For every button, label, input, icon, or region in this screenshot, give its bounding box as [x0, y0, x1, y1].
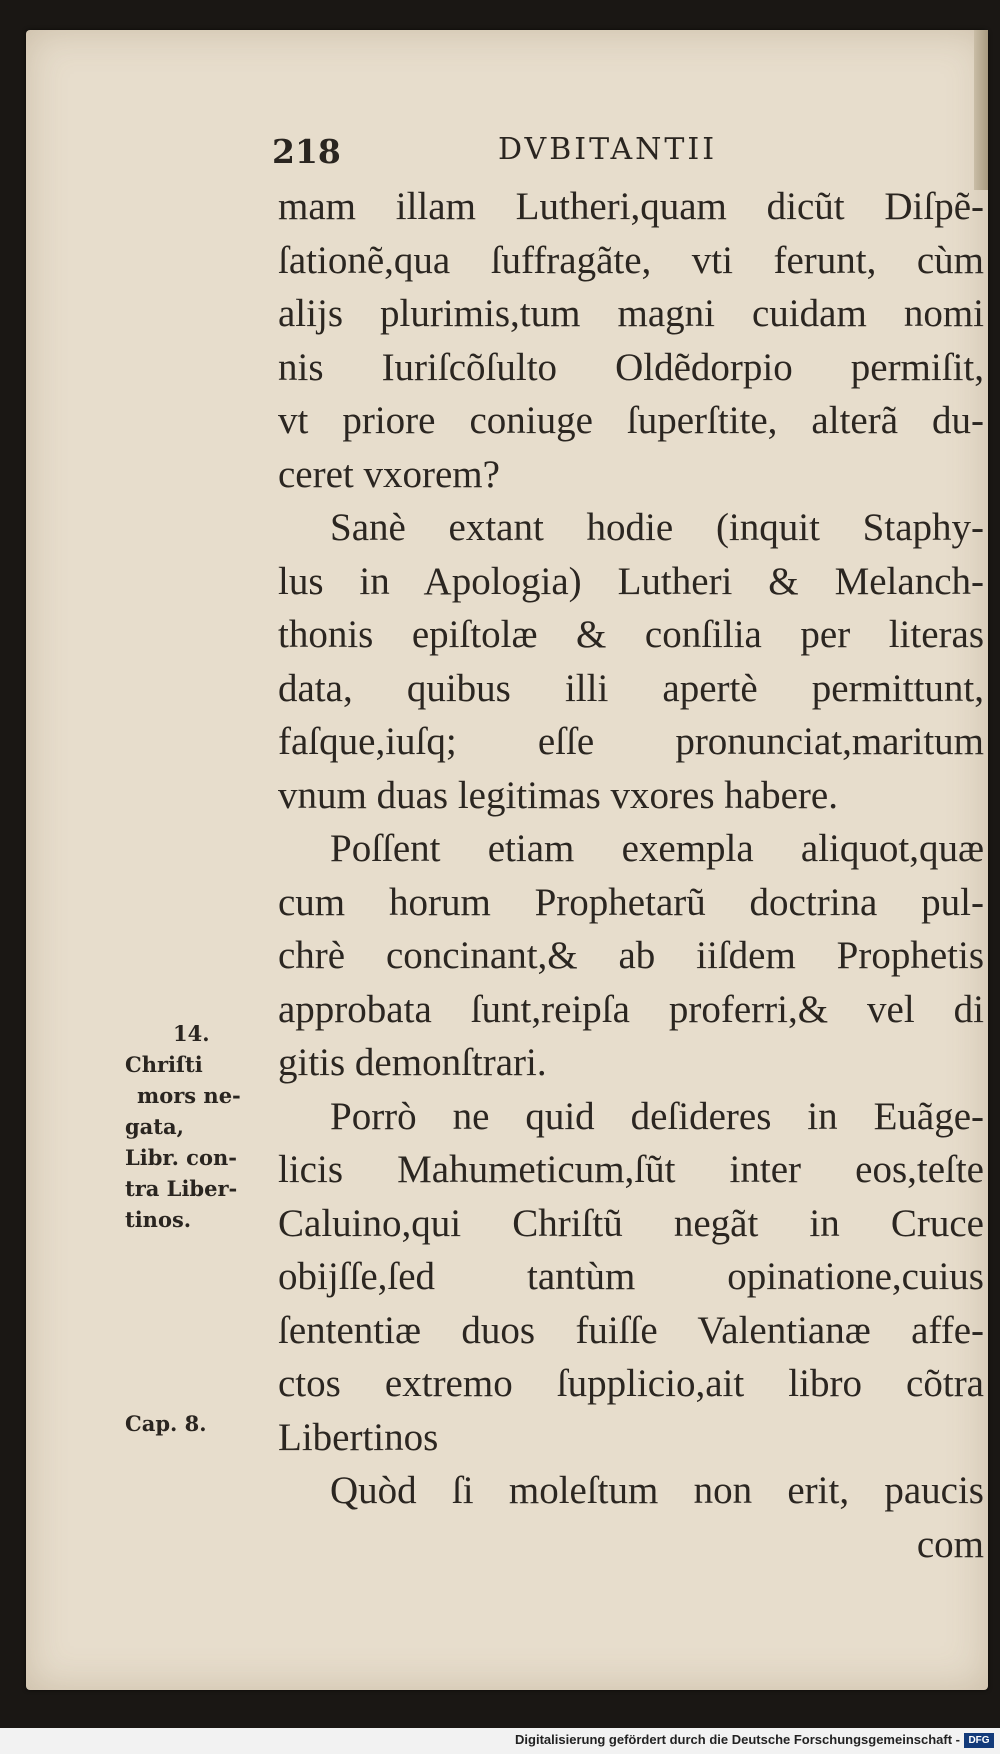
text-line: data, quibus illi apertè permittunt, — [278, 666, 984, 710]
margin-note-line: 14. — [173, 1021, 210, 1046]
text-line: ctos extremo ſupplicio,ait libro cõtra — [278, 1362, 984, 1405]
text-line: gitis demonſtrari. — [278, 1041, 547, 1084]
margin-note-line: tra Liber- — [125, 1176, 238, 1201]
margin-note-line: Libr. con- — [125, 1145, 237, 1170]
text-line: alijs plurimis,tum magni cuidam nomi — [278, 292, 984, 335]
text-line: mam illam Lutheri,quam dicũt Diſpẽ- — [278, 185, 984, 228]
text-line: Poſſent etiam exempla aliquot,quæ — [330, 827, 984, 870]
text-line: ſententiæ duos fuiſſe Valentianæ affe- — [278, 1308, 984, 1352]
text-line: Libertinos — [278, 1415, 439, 1459]
text-line: vt priore coniuge ſuperſtite, alterã du- — [278, 399, 984, 442]
page-header — [0, 132, 1000, 176]
catchword: com — [916, 1522, 984, 1566]
text-line: vnum duas legitimas vxores habere. — [278, 773, 838, 817]
margin-note-line: gata, — [125, 1114, 184, 1139]
margin-note-cap: Cap. 8. — [125, 1411, 207, 1436]
text-line: nis Iuriſcõſulto Oldẽdorpio permiſit, — [278, 345, 984, 389]
text-line: Porrò ne quid deſideres in Euãge- — [330, 1094, 984, 1138]
margin-note-line: mors ne- — [137, 1083, 241, 1108]
text-line: cum horum Prophetarũ doctrina pul- — [278, 880, 984, 924]
running-head: DVBITANTII — [498, 132, 718, 167]
text-line: approbata ſunt,reipſa proferri,& vel di — [278, 987, 984, 1031]
text-line: Quòd ſi moleſtum non erit, paucis — [330, 1469, 984, 1512]
text-line: lus in Apologia) Lutheri & Melanch- — [278, 559, 984, 603]
margin-note-line: tinos. — [125, 1207, 192, 1232]
text-line: chrè concinant,& ab iiſdem Prophetis — [278, 934, 984, 977]
text-line: obijſſe,ſed tantùm opinatione,cuius — [278, 1255, 984, 1298]
text-line: ceret vxorem? — [278, 452, 500, 496]
text-line: Sanè extant hodie (inquit Staphy- — [330, 506, 984, 549]
text-line: thonis epiſtolæ & conſilia per literas — [278, 613, 984, 656]
footer-credit: Digitalisierung gefördert durch die Deutsche Forschungsgemeinschaft - — [515, 1732, 960, 1747]
text-line: licis Mahumeticum,ſũt inter eos,teſte — [278, 1148, 984, 1191]
page-number: 218 — [272, 132, 341, 171]
footer-band — [0, 1728, 1000, 1754]
body-text — [278, 180, 984, 1571]
margin-note-14 — [125, 1018, 265, 1235]
text-line: faſque,iuſq; eſſe pronunciat,maritum — [278, 720, 984, 763]
text-line: Caluino,qui Chriſtũ negãt in Cruce — [278, 1201, 984, 1245]
text-line: ſationẽ,qua ſuffragãte, vti ferunt, cùm — [278, 238, 984, 282]
margin-note-line: Chriſti — [125, 1052, 203, 1077]
dfg-logo: DFG — [964, 1733, 994, 1748]
